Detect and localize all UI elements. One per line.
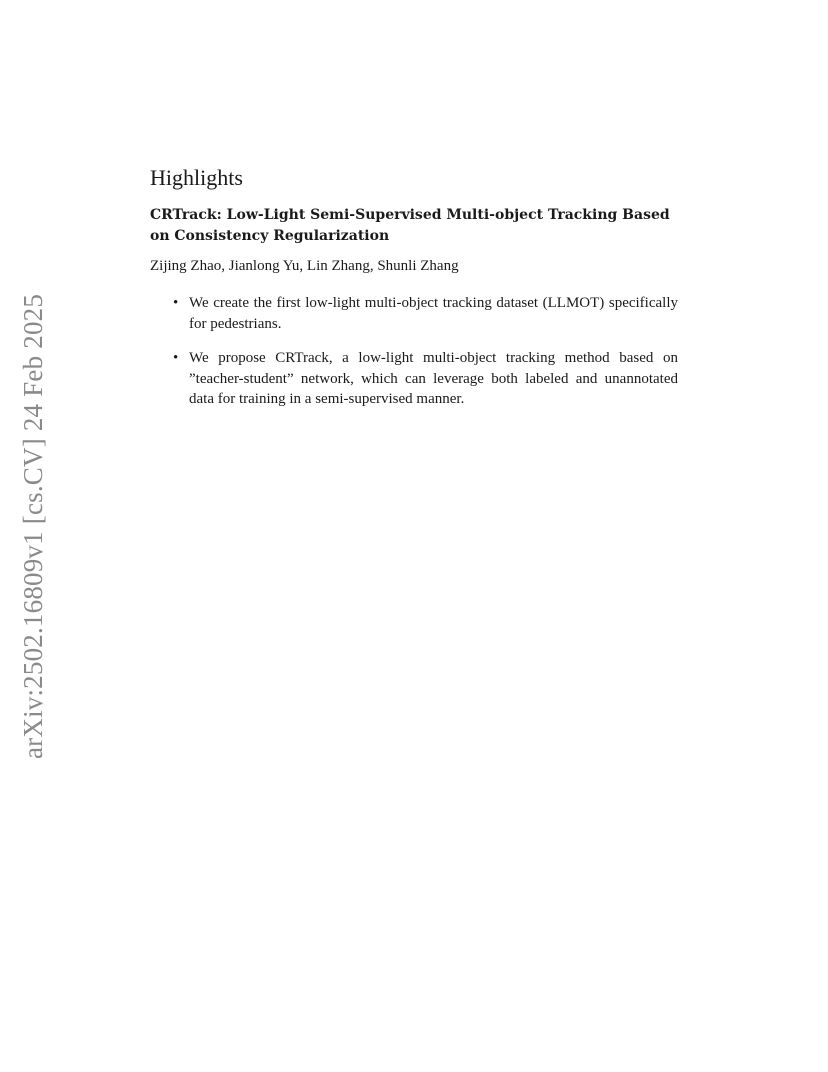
highlight-list [150,293,678,410]
list-item [173,348,678,410]
paper-title: CRTrack: Low-Light Semi-Supervised Multi-object Tracking Based on Consistency Regularization [150,207,670,244]
list-item-text: We create the first low-light multi-object tracking dataset (LLMOT) specifically for pedestrians. [189,295,678,332]
bullet-icon: • [173,295,179,311]
arxiv-identifier: arXiv:2502.16809v1 [cs.CV] 24 Feb 2025 [18,293,48,759]
list-item-text: We propose CRTrack, a low-light multi-object tracking method based on ”teacher-student” network, which can leverage both labeled and unannotated data for training in a semi-supervised manner. [189,350,678,407]
highlights-heading: Highlights [150,165,243,190]
list-item [173,293,678,334]
bullet-icon: • [173,350,179,366]
highlights-section [150,163,678,424]
author-list: Zijing Zhao, Jianlong Yu, Lin Zhang, Shunli Zhang [150,258,459,274]
